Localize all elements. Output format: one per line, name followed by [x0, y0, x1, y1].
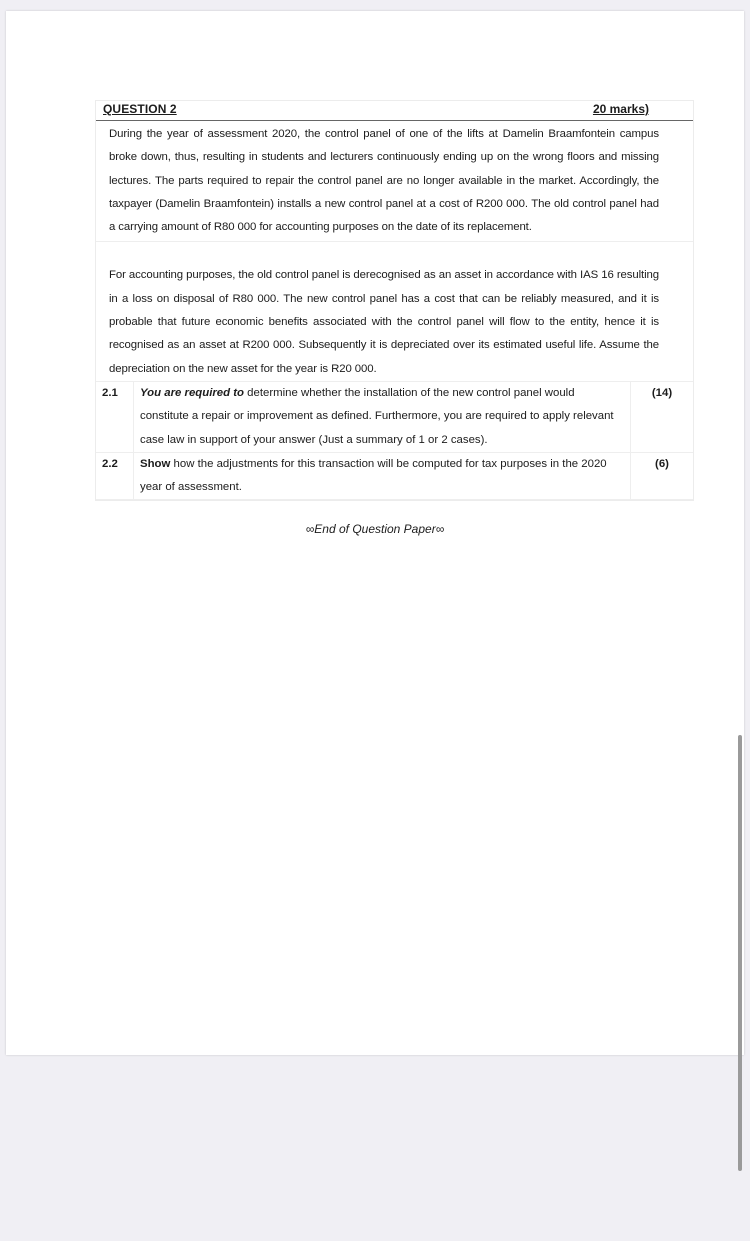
sub-question-marks: (6): [655, 457, 669, 470]
sub-question-marks: (14): [651, 386, 673, 399]
question-header: [96, 101, 693, 121]
question-table: [95, 100, 694, 501]
sub-question-body: determine whether the installation of the new control panel would constitute a repair or improvement as defined. Furthermore, you are required to apply relevant case law in support of your answer (Just a summary of 1 or 2 cases).: [140, 386, 614, 446]
sub-question-lead: You are required to: [140, 386, 245, 399]
sub-question-text: [134, 453, 631, 500]
sub-question-number: 2.2: [96, 453, 134, 500]
scenario-paragraph-1: During the year of assessment 2020, the control panel of one of the lifts at Damelin Braamfontein campus broke down, thus, resulting in students and lecturers continuously ending up on the wrong floors and missing lectures. The parts required to repair the control panel are no longer available in the market. Accordingly, the taxpayer (Damelin Braamfontein) installs a new control panel at a cost of R200 000. The old control panel had a carrying amount of R80 000 for accounting purposes on the date of its replacement.: [96, 123, 693, 242]
sub-question-row: [96, 382, 693, 453]
vertical-scrollbar[interactable]: [738, 735, 742, 1171]
scenario-paragraph-2: For accounting purposes, the old control panel is derecognised as an asset in accordance with IAS 16 resulting in a loss on disposal of R80 000. The new control panel has a cost that can be reliably measured, and it is probable that future economic benefits associated with the control panel will flow to the entity, hence it is recognised as an asset at R200 000. Subsequently it is depreciated over its estimated useful life. Assume the depreciation on the new asset for the year is R20 000.: [96, 264, 693, 381]
sub-question-lead: Show: [140, 457, 171, 470]
question-title: QUESTION 2: [103, 102, 177, 116]
sub-question-row: [96, 453, 693, 501]
question-total-marks: 20 marks): [592, 102, 649, 116]
sub-question-body: how the adjustments for this transaction will be computed for tax purposes in the 2020 year of assessment.: [140, 457, 607, 494]
sub-question-text: [134, 382, 631, 452]
paragraph-spacer: [96, 242, 693, 264]
document-page: [6, 11, 744, 1055]
end-of-paper-text: ∞End of Question Paper∞: [305, 522, 445, 536]
sub-question-number: 2.1: [96, 382, 134, 452]
